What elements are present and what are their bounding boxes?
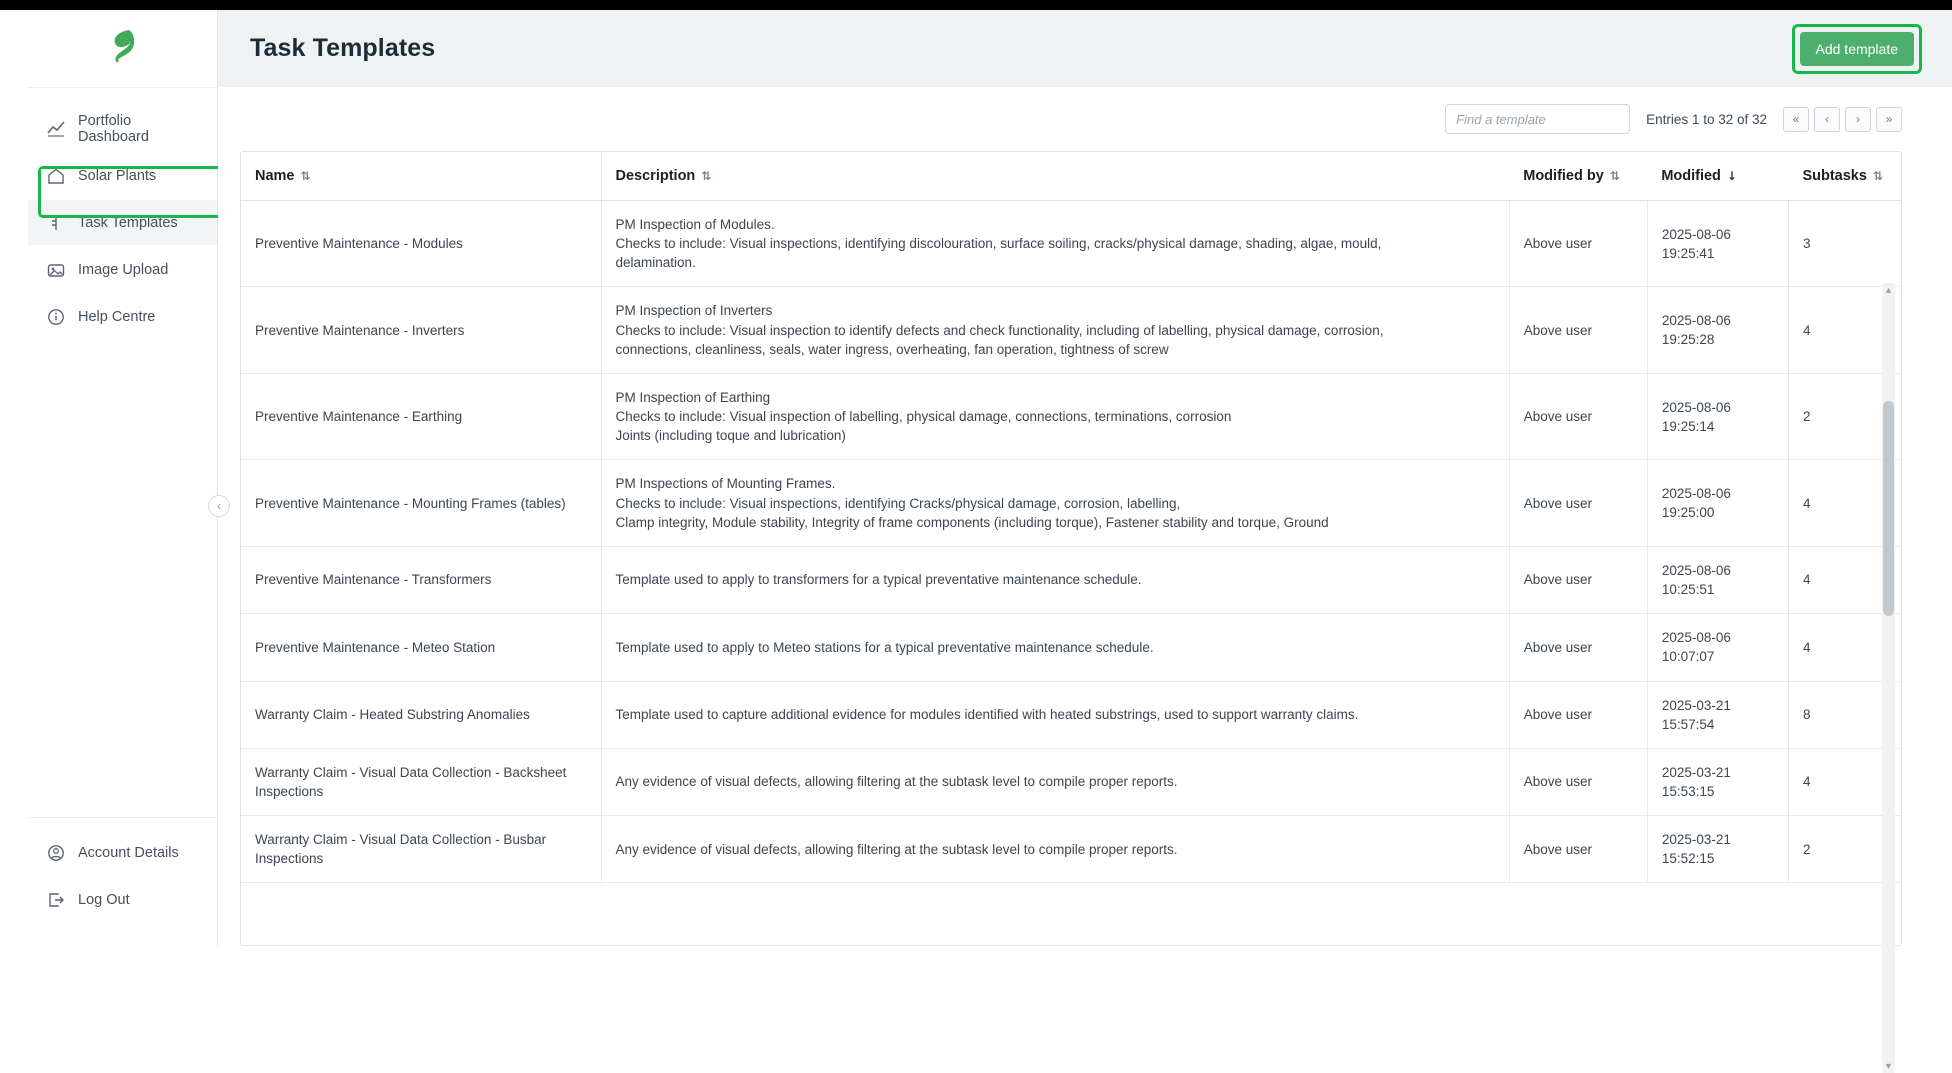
cell-modified xyxy=(1647,816,1788,883)
column-header-modified-by[interactable] xyxy=(1509,152,1647,201)
sidebar-item-log-out[interactable] xyxy=(28,877,217,922)
sidebar xyxy=(28,10,221,946)
cell-description xyxy=(601,373,1509,459)
description-line: PM Inspection of Inverters xyxy=(615,303,773,319)
first-page-button[interactable]: « xyxy=(1783,107,1809,132)
sidebar-item-label: Help Centre xyxy=(78,308,156,325)
page-title: Task Templates xyxy=(250,34,436,62)
column-header-description[interactable] xyxy=(601,152,1509,201)
table-header-row xyxy=(241,152,1901,201)
chevron-left-circle-icon: ‹ xyxy=(217,499,221,513)
cell-modified-by: Above user xyxy=(1509,748,1647,815)
cell-description xyxy=(601,460,1509,546)
table-header xyxy=(241,152,1901,201)
cell-modified-by: Above user xyxy=(1509,816,1647,883)
cell-template-name[interactable]: Preventive Maintenance - Inverters xyxy=(241,287,601,373)
column-header-modified[interactable] xyxy=(1647,152,1788,201)
modified-time: 15:53:15 xyxy=(1661,783,1715,799)
cell-template-name[interactable]: Warranty Claim - Heated Substring Anomalies xyxy=(241,681,601,748)
table-row[interactable] xyxy=(241,681,1901,748)
cell-description xyxy=(601,546,1509,613)
cell-modified xyxy=(1647,287,1788,373)
modified-date: 2025-08-06 xyxy=(1661,226,1731,242)
modified-date: 2025-08-06 xyxy=(1661,313,1731,329)
modified-date: 2025-08-06 xyxy=(1661,562,1731,578)
table-row[interactable] xyxy=(241,373,1901,459)
last-page-button[interactable]: » xyxy=(1876,107,1902,132)
description-line: Checks to include: Visual inspections, identifying Cracks/physical damage, corrosion, labelling, xyxy=(615,495,1181,511)
cell-modified xyxy=(1647,681,1788,748)
sort-icon[interactable]: ⇅ xyxy=(1872,169,1883,183)
modified-time: 15:52:15 xyxy=(1661,851,1715,867)
column-header-subtasks[interactable] xyxy=(1788,152,1901,201)
cell-modified xyxy=(1647,460,1788,546)
scroll-down-arrow-icon[interactable]: ▼ xyxy=(1884,1061,1893,1071)
table-row[interactable] xyxy=(241,201,1901,287)
sidebar-item-solar-plants[interactable] xyxy=(28,153,217,198)
description-line: Template used to capture additional evidence for modules identified with heated substrings, used to support warranty claims. xyxy=(615,707,1359,723)
column-label: Modified by xyxy=(1523,168,1604,184)
sort-icon[interactable]: ⇅ xyxy=(701,169,712,183)
cell-description xyxy=(601,681,1509,748)
logout-icon xyxy=(46,890,65,909)
table-vertical-scrollbar[interactable] xyxy=(1882,283,1895,1073)
cell-modified-by: Above user xyxy=(1509,373,1647,459)
sidebar-item-label: Task Templates xyxy=(78,214,178,231)
cell-template-name[interactable]: Preventive Maintenance - Transformers xyxy=(241,546,601,613)
cell-template-name[interactable]: Warranty Claim - Visual Data Collection - Backsheet Inspections xyxy=(241,748,601,815)
column-header-name[interactable] xyxy=(241,152,601,201)
modified-date: 2025-08-06 xyxy=(1661,485,1731,501)
cell-description xyxy=(601,748,1509,815)
cell-subtasks: 4 xyxy=(1788,546,1901,613)
description-line: PM Inspections of Mounting Frames. xyxy=(615,476,836,492)
description-line: delamination. xyxy=(615,255,696,271)
page-header xyxy=(218,10,1952,87)
column-label: Modified xyxy=(1661,168,1721,184)
description-line: Template used to apply to transformers for a typical preventative maintenance schedule. xyxy=(615,572,1142,588)
search-input[interactable] xyxy=(1445,104,1630,134)
table-row[interactable] xyxy=(241,546,1901,613)
description-line: PM Inspection of Modules. xyxy=(615,217,775,232)
cell-subtasks: 2 xyxy=(1788,816,1901,883)
content-area xyxy=(218,87,1952,1071)
image-upload-icon xyxy=(46,260,65,279)
cell-subtasks: 3 xyxy=(1788,201,1901,287)
previous-page-button[interactable]: ‹ xyxy=(1814,107,1840,132)
home-icon xyxy=(46,166,65,185)
templates-table xyxy=(241,152,1901,883)
column-label: Name xyxy=(255,168,295,184)
cell-modified-by: Above user xyxy=(1509,287,1647,373)
cell-description xyxy=(601,614,1509,681)
description-line: connections, cleanliness, seals, water ingress, overheating, fan operation, tightness of screw xyxy=(615,341,1169,357)
sort-icon-desc[interactable]: ↓ xyxy=(1726,169,1737,183)
table-row[interactable] xyxy=(241,460,1901,546)
sidebar-item-label: Portfolio Dashboard xyxy=(78,112,149,145)
cell-subtasks: 4 xyxy=(1788,287,1901,373)
description-line: PM Inspection of Earthing xyxy=(615,389,771,405)
table-row[interactable] xyxy=(241,816,1901,883)
modified-time: 15:57:54 xyxy=(1661,716,1715,732)
sidebar-item-help-centre[interactable] xyxy=(28,294,217,339)
cell-description xyxy=(601,287,1509,373)
cell-modified-by: Above user xyxy=(1509,681,1647,748)
sidebar-collapse-button[interactable] xyxy=(208,495,230,517)
table-body xyxy=(241,201,1901,883)
table-row[interactable] xyxy=(241,614,1901,681)
sidebar-nav xyxy=(28,88,217,817)
leaf-logo-icon xyxy=(107,27,139,71)
sidebar-item-label: Solar Plants xyxy=(78,167,157,184)
modified-date: 2025-03-21 xyxy=(1661,764,1731,780)
entries-count-label: Entries 1 to 32 of 32 xyxy=(1646,111,1767,127)
modified-time: 19:25:00 xyxy=(1661,505,1715,521)
sidebar-bottom-nav xyxy=(28,817,217,946)
sidebar-item-account-details[interactable] xyxy=(28,830,217,875)
templates-table-container xyxy=(240,151,1902,1071)
app-logo[interactable] xyxy=(28,10,217,88)
sidebar-item-task-templates[interactable] xyxy=(28,200,217,245)
cell-template-name[interactable]: Preventive Maintenance - Modules xyxy=(241,201,601,287)
modified-date: 2025-03-21 xyxy=(1661,697,1731,713)
main-area xyxy=(218,10,1952,1071)
cell-template-name[interactable]: Preventive Maintenance - Meteo Station xyxy=(241,614,601,681)
sidebar-item-label: Account Details xyxy=(78,844,179,861)
cell-modified-by: Above user xyxy=(1509,460,1647,546)
column-label: Description xyxy=(615,168,696,184)
cell-template-name[interactable]: Warranty Claim - Visual Data Collection - Busbar Inspections xyxy=(241,816,601,883)
column-label: Subtasks xyxy=(1802,168,1867,184)
modified-time: 19:25:14 xyxy=(1661,418,1715,434)
modified-date: 2025-03-21 xyxy=(1661,832,1731,848)
add-template-button[interactable]: Add template xyxy=(1800,32,1915,66)
modified-time: 19:25:41 xyxy=(1661,245,1715,261)
sidebar-item-label: Image Upload xyxy=(78,261,169,278)
sort-icon[interactable]: ⇅ xyxy=(300,169,311,183)
description-line: Checks to include: Visual inspection of labelling, physical damage, connections, terminations, corrosion xyxy=(615,409,1232,425)
scrollbar-thumb[interactable] xyxy=(1883,401,1894,616)
description-line: Clamp integrity, Module stability, Integrity of frame components (including torque), Fastener stability and torque, Ground xyxy=(615,514,1329,530)
table-toolbar xyxy=(240,87,1930,151)
cell-subtasks: 4 xyxy=(1788,614,1901,681)
modified-time: 10:25:51 xyxy=(1661,582,1715,598)
modified-time: 19:25:28 xyxy=(1661,332,1715,348)
cell-modified xyxy=(1647,614,1788,681)
description-line: Checks to include: Visual inspection to identify defects and check functionality, including of labelling, physical damage, corrosion, xyxy=(615,322,1384,338)
cell-subtasks: 4 xyxy=(1788,460,1901,546)
cell-modified xyxy=(1647,546,1788,613)
description-line: Any evidence of visual defects, allowing filtering at the subtask level to compile proper reports. xyxy=(615,841,1178,857)
sidebar-item-image-upload[interactable] xyxy=(28,247,217,292)
cell-modified-by: Above user xyxy=(1509,546,1647,613)
cell-subtasks: 4 xyxy=(1788,748,1901,815)
description-line: Joints (including toque and lubrication) xyxy=(615,428,846,444)
modified-time: 10:07:07 xyxy=(1661,649,1715,665)
chart-line-icon xyxy=(46,119,65,138)
table-row[interactable] xyxy=(241,287,1901,373)
cell-modified-by: Above user xyxy=(1509,614,1647,681)
cell-modified xyxy=(1647,373,1788,459)
cell-modified xyxy=(1647,748,1788,815)
sidebar-item-portfolio-dashboard[interactable] xyxy=(28,106,217,151)
cell-modified-by: Above user xyxy=(1509,201,1647,287)
sidebar-item-label: Log Out xyxy=(78,891,130,908)
cell-description xyxy=(601,816,1509,883)
cell-template-name[interactable]: Preventive Maintenance - Mounting Frames (tables) xyxy=(241,460,601,546)
cell-subtasks: 2 xyxy=(1788,373,1901,459)
sort-icon[interactable]: ⇅ xyxy=(1609,169,1620,183)
next-page-button[interactable]: › xyxy=(1845,107,1871,132)
description-line: Checks to include: Visual inspections, identifying discolouration, surface soiling, cracks/physical damage, shading, algae, mould, xyxy=(615,236,1382,252)
modified-date: 2025-08-06 xyxy=(1661,630,1731,646)
template-icon xyxy=(46,213,65,232)
user-circle-icon xyxy=(46,843,65,862)
cell-subtasks: 8 xyxy=(1788,681,1901,748)
table-row[interactable] xyxy=(241,748,1901,815)
cell-template-name[interactable]: Preventive Maintenance - Earthing xyxy=(241,373,601,459)
modified-date: 2025-08-06 xyxy=(1661,399,1731,415)
info-circle-icon xyxy=(46,307,65,326)
description-line: Any evidence of visual defects, allowing filtering at the subtask level to compile proper reports. xyxy=(615,774,1178,790)
add-template-highlight xyxy=(1792,24,1923,74)
cell-description xyxy=(601,201,1509,287)
scroll-up-arrow-icon[interactable]: ▲ xyxy=(1884,285,1893,295)
description-line: Template used to apply to Meteo stations for a typical preventative maintenance schedule. xyxy=(615,639,1154,655)
cell-modified xyxy=(1647,201,1788,287)
top-black-strip xyxy=(0,0,1952,10)
pagination-controls xyxy=(1783,107,1902,132)
